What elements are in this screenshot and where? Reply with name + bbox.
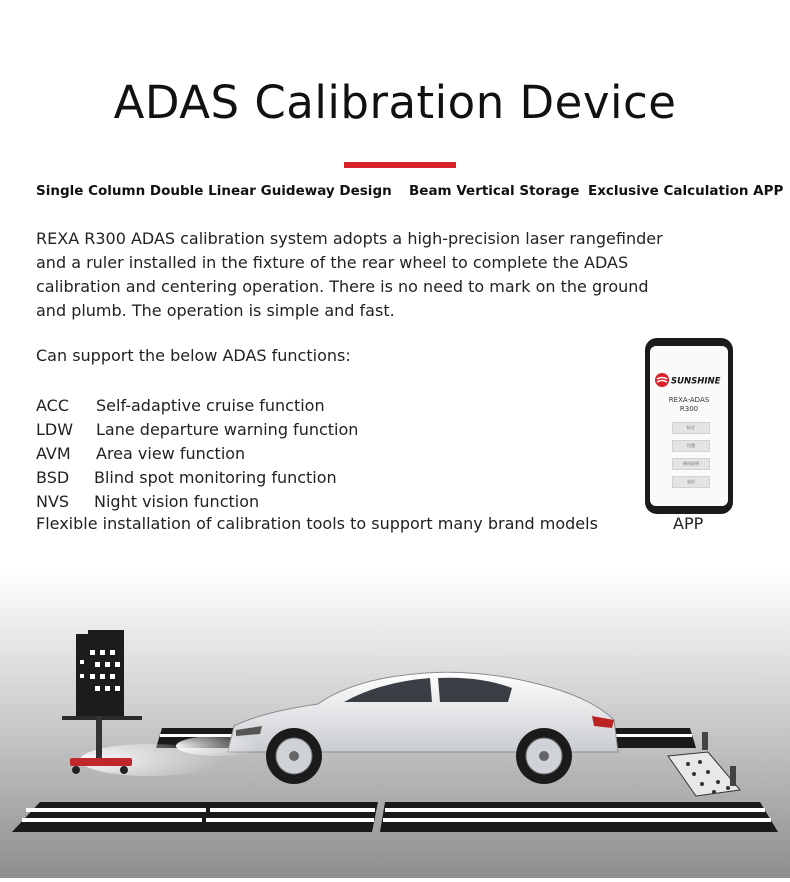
function-name: Blind spot monitoring function [94, 468, 337, 487]
sunshine-logo [654, 372, 726, 388]
function-row-ldw [36, 418, 358, 442]
function-abbr: AVM [36, 444, 71, 463]
function-row-bsd [36, 466, 358, 490]
phone-button-manual: 使用说明 [672, 458, 710, 470]
phone-button-calibrate: 标定 [672, 422, 710, 434]
function-list [36, 394, 358, 514]
phone-button-exit: 退出 [672, 476, 710, 488]
phone-mockup [645, 338, 733, 514]
feature-calculation-app: Exclusive Calculation APP [588, 183, 784, 199]
feature-beam-storage: Beam Vertical Storage [409, 183, 580, 199]
function-name: Lane departure warning function [96, 420, 359, 439]
function-abbr: NVS [36, 492, 70, 511]
feature-guideway: Single Column Double Linear Guideway Design [36, 183, 392, 199]
function-abbr: LDW [36, 420, 74, 439]
phone-app-title-line1: REXA-ADAS [668, 396, 710, 404]
phone-button-settings: 设置 [672, 440, 710, 452]
calibration-scene-illustration [0, 570, 790, 878]
function-row-avm [36, 442, 358, 466]
function-row-acc [36, 394, 358, 418]
phone-app-title-line2: R300 [679, 405, 699, 413]
phone-app-title [650, 396, 728, 414]
function-name: Night vision function [94, 492, 260, 511]
function-name: Area view function [96, 444, 246, 463]
function-abbr: ACC [36, 396, 70, 415]
app-label: APP [673, 514, 704, 533]
flexible-installation-text: Flexible installation of calibration tools to support many brand models [36, 514, 598, 533]
function-row-nvs [36, 490, 358, 514]
product-description: REXA R300 ADAS calibration system adopts a high-precision laser rangefinder and a ruler installed in the fixture of the rear wheel to complete the ADAS calibration and centering operation. There is no need to mark on the ground and plumb. The operation is simple and fast. [36, 229, 663, 320]
support-intro: Can support the below ADAS functions: [36, 346, 351, 365]
title-accent-bar [344, 162, 456, 168]
function-name: Self-adaptive cruise function [96, 396, 325, 415]
phone-brand-text: SUNSHINE [671, 376, 721, 387]
phone-screen [650, 346, 728, 506]
page-title: ADAS Calibration Device [113, 76, 677, 129]
function-abbr: BSD [36, 468, 70, 487]
